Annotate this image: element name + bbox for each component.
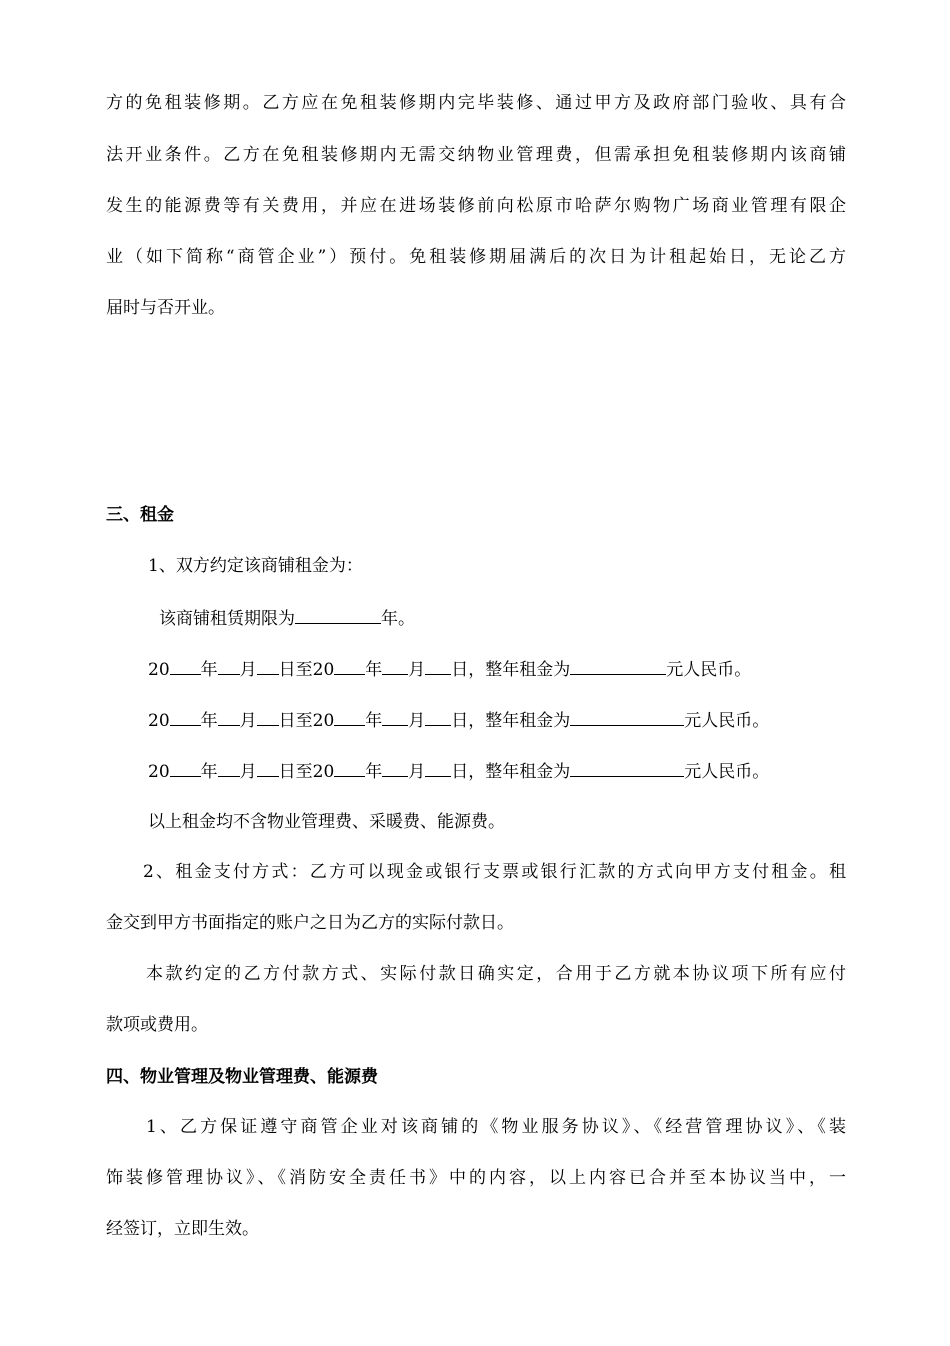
rent-row xyxy=(148,707,769,733)
rent-exclusion-note: 以上租金均不含物业管理费、采暖费、能源费。 xyxy=(148,812,505,832)
rent-row-year-end: 20 xyxy=(312,762,335,782)
lease-term-prefix: 该商铺租赁期限为 xyxy=(159,609,295,629)
rent-row-year-start: 20 xyxy=(148,660,170,680)
blank xyxy=(218,707,240,726)
currency-label: 元人民币。 xyxy=(684,762,770,782)
lease-term-line xyxy=(159,605,415,631)
blank xyxy=(425,758,451,777)
blank xyxy=(218,758,240,777)
blank xyxy=(257,656,279,675)
amount-blank xyxy=(570,707,684,726)
lease-term-blank xyxy=(295,605,381,624)
blank xyxy=(334,707,365,726)
month-label: 月 xyxy=(239,660,257,680)
month-label: 月 xyxy=(239,762,257,782)
blank xyxy=(170,707,201,726)
amount-blank xyxy=(570,758,684,777)
blank xyxy=(257,758,279,777)
section-3-heading: 三、租金 xyxy=(106,505,174,525)
month-label: 月 xyxy=(239,711,257,731)
property-item-1-line-2: 饰装修管理协议》、《消防安全责任书》中的内容，以上内容已合并至本协议当中，一 xyxy=(106,1168,846,1188)
year-label: 年 xyxy=(200,711,218,731)
blank xyxy=(382,656,408,675)
blank xyxy=(382,758,408,777)
blank xyxy=(425,656,451,675)
lease-term-suffix: 年。 xyxy=(381,609,415,629)
property-item-1-line-1: 1、乙方保证遵守商管企业对该商铺的《物业服务协议》、《经营管理协议》、《装 xyxy=(146,1117,846,1137)
blank xyxy=(334,656,365,675)
annual-rent-label: 日，整年租金为 xyxy=(451,711,571,731)
intro-line-1: 方的免租装修期。乙方应在免租装修期内完毕装修、通过甲方及政府部门验收、具有合 xyxy=(106,93,846,113)
rent-item-1: 1、双方约定该商铺租金为： xyxy=(148,556,363,576)
year-label: 年 xyxy=(200,762,218,782)
rent-row-year-start: 20 xyxy=(148,711,170,731)
rent-row-year-end: 20 xyxy=(312,711,335,731)
rent-item-2-line-1: 2、租金支付方式：乙方可以现金或银行支票或银行汇款的方式向甲方支付租金。租 xyxy=(143,862,846,882)
intro-line-2: 法开业条件。乙方在免租装修期内无需交纳物业管理费，但需承担免租装修期内该商铺 xyxy=(106,145,846,165)
annual-rent-label: 日，整年租金为 xyxy=(451,660,571,680)
currency-label: 元人民币。 xyxy=(666,660,752,680)
year-label: 年 xyxy=(365,762,383,782)
day-to-label: 日至 xyxy=(278,660,313,680)
intro-line-4: 业（如下简称“商管企业”）预付。免租装修期届满后的次日为计租起始日，无论乙方 xyxy=(106,247,846,267)
month-label: 月 xyxy=(408,762,426,782)
year-label: 年 xyxy=(365,711,383,731)
year-label: 年 xyxy=(200,660,218,680)
rent-row-year-start: 20 xyxy=(148,762,170,782)
blank xyxy=(170,656,201,675)
blank xyxy=(170,758,201,777)
payment-clause-line-1: 本款约定的乙方付款方式、实际付款日确实定，合用于乙方就本协议项下所有应付 xyxy=(146,964,846,984)
day-to-label: 日至 xyxy=(278,711,313,731)
blank xyxy=(218,656,240,675)
blank xyxy=(334,758,365,777)
day-to-label: 日至 xyxy=(278,762,313,782)
year-label: 年 xyxy=(365,660,383,680)
intro-line-5: 届时与否开业。 xyxy=(106,298,225,318)
blank xyxy=(425,707,451,726)
amount-blank xyxy=(570,656,666,675)
rent-row xyxy=(148,656,751,682)
property-item-1-line-3: 经签订，立即生效。 xyxy=(106,1219,259,1239)
month-label: 月 xyxy=(408,660,426,680)
blank xyxy=(382,707,408,726)
currency-label: 元人民币。 xyxy=(684,711,770,731)
section-4-heading: 四、物业管理及物业管理费、能源费 xyxy=(106,1067,378,1087)
blank xyxy=(257,707,279,726)
intro-line-3: 发生的能源费等有关费用，并应在进场装修前向松原市哈萨尔购物广场商业管理有限企 xyxy=(106,196,846,216)
payment-clause-line-2: 款项或费用。 xyxy=(106,1015,208,1035)
rent-item-2-line-2: 金交到甲方书面指定的账户之日为乙方的实际付款日。 xyxy=(106,913,514,933)
annual-rent-label: 日，整年租金为 xyxy=(451,762,571,782)
month-label: 月 xyxy=(408,711,426,731)
rent-row-year-end: 20 xyxy=(312,660,335,680)
rent-row xyxy=(148,758,769,784)
